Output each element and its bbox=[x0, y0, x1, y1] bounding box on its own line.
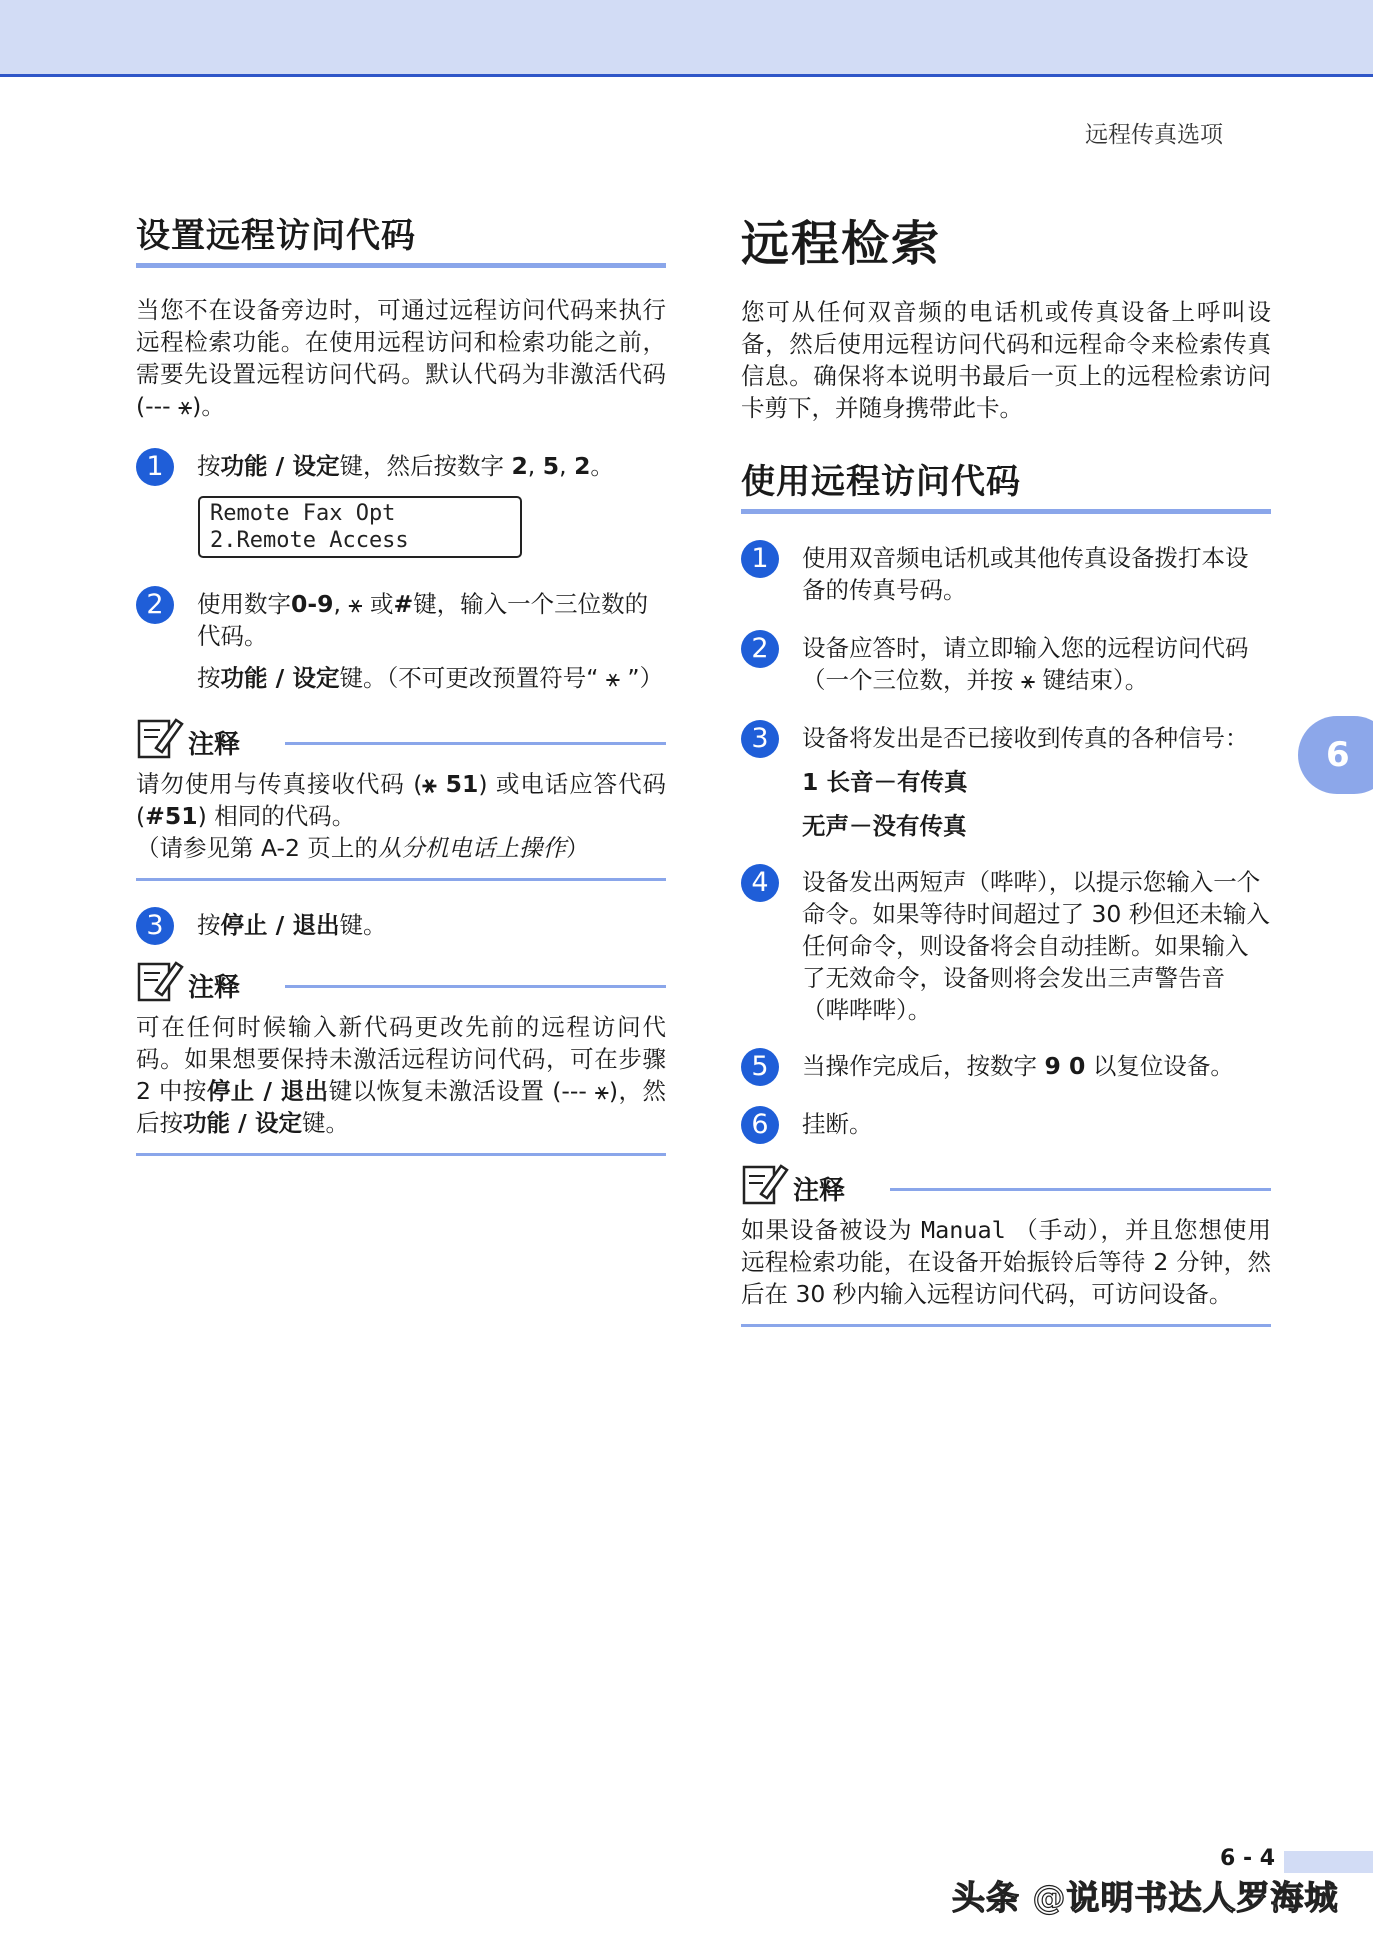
step-number: 5 bbox=[741, 1048, 779, 1086]
note-1-text: 请勿使用与传真接收代码 (⚹ 51) 或电话应答代码 (#51) 相同的代码。 （请参见第 A-2 页上的从分机电话上操作） bbox=[136, 770, 667, 862]
note-pencil-icon bbox=[136, 716, 184, 760]
right-step-4: 4 设备发出两短声（哔哔），以提示您输入一个命令。如果等待时间超过了 30 秒但还未输入任何命令，则设备将会自动挂断。如果输入了无效命令，设备则将会发出三声警告音 （哔哔哔）。 bbox=[741, 866, 1271, 1026]
left-column bbox=[136, 208, 666, 1156]
note-title: 注释 bbox=[188, 730, 241, 760]
note-pencil-icon bbox=[741, 1162, 789, 1206]
lcd-display bbox=[198, 496, 522, 558]
page-number: 6 - 4 bbox=[1220, 1846, 1276, 1871]
note-box-3 bbox=[741, 1162, 1271, 1327]
chapter-tab: 6 bbox=[1298, 716, 1373, 794]
signal-no-fax: 无声－没有传真 bbox=[802, 812, 967, 840]
step-number: 6 bbox=[741, 1106, 779, 1144]
left-step-1: 1 按功能 / 设定键，然后按数字 2, 5, 2。 bbox=[136, 450, 666, 482]
step-number: 1 bbox=[741, 540, 779, 578]
right-step-3: 3 设备将发出是否已接收到传真的各种信号： 1 长音－有传真 无声－没有传真 bbox=[741, 722, 1271, 842]
step-number: 3 bbox=[741, 720, 779, 758]
header-band bbox=[0, 0, 1373, 77]
step-number: 2 bbox=[741, 630, 779, 668]
right-step-5: 5 当操作完成后，按数字 9 0 以复位设备。 bbox=[741, 1050, 1271, 1082]
note-pencil-icon bbox=[136, 959, 184, 1003]
step-number: 1 bbox=[136, 448, 174, 486]
running-title: 远程传真选项 bbox=[1085, 122, 1223, 148]
note-box-2 bbox=[136, 959, 666, 1156]
right-intro: 您可从任何双音频的电话机或传真设备上呼叫设备，然后使用远程访问代码和远程命令来检索传真信息。确保将本说明书最后一页上的远程检索访问卡剪下，并随身携带此卡。 bbox=[741, 298, 1271, 422]
section-title-remote-access-code: 设置远程访问代码 bbox=[136, 208, 666, 268]
note-title: 注释 bbox=[793, 1176, 846, 1206]
signal-fax: 1 长音－有传真 bbox=[802, 768, 968, 796]
right-step-1: 1 使用双音频电话机或其他传真设备拨打本设备的传真号码。 bbox=[741, 542, 1271, 606]
left-step-3: 3 按停止 / 退出键。 bbox=[136, 909, 666, 941]
note-box-1 bbox=[136, 716, 666, 881]
step-number: 3 bbox=[136, 907, 174, 945]
footer-band bbox=[1284, 1851, 1373, 1873]
subsection-title-use-access-code: 使用远程访问代码 bbox=[741, 454, 1271, 514]
lcd-line-1: Remote Fax Opt bbox=[210, 501, 396, 526]
section-title-remote-retrieval: 远程检索 bbox=[741, 216, 942, 272]
right-step-2: 2 设备应答时，请立即输入您的远程访问代码 （一个三位数，并按 ⚹ 键结束）。 bbox=[741, 632, 1271, 696]
right-column bbox=[741, 205, 1271, 1327]
note-title: 注释 bbox=[188, 973, 241, 1003]
note-3-text: 如果设备被设为 Manual （手动），并且您想使用远程检索功能，在设备开始振铃后等待 2 分钟，然后在 30 秒内输入远程访问代码，可访问设备。 bbox=[741, 1216, 1271, 1308]
left-intro: 当您不在设备旁边时，可通过远程访问代码来执行远程检索功能。在使用远程访问和检索功能之前，需要先设置远程访问代码。默认代码为非激活代码 (--- ⚹)。 bbox=[136, 296, 666, 420]
note-2-text: 可在任何时候输入新代码更改先前的远程访问代码。如果想要保持未激活远程访问代码，可在步骤 2 中按停止 / 退出键以恢复未激活设置 (--- ⚹)，然后按功能 / 设定键。 bbox=[136, 1013, 666, 1137]
watermark: 头条 @说明书达人罗海城 bbox=[952, 1878, 1339, 1917]
lcd-line-2: 2.Remote Access bbox=[210, 528, 409, 553]
step-number: 4 bbox=[741, 864, 779, 902]
right-step-6: 6 挂断。 bbox=[741, 1108, 1271, 1140]
left-step-2: 2 使用数字0-9, ⚹ 或#键，输入一个三位数的代码。 按功能 / 设定键。（不可更改预置符号“ ⚹ ”） bbox=[136, 588, 666, 694]
step-number: 2 bbox=[136, 586, 174, 624]
